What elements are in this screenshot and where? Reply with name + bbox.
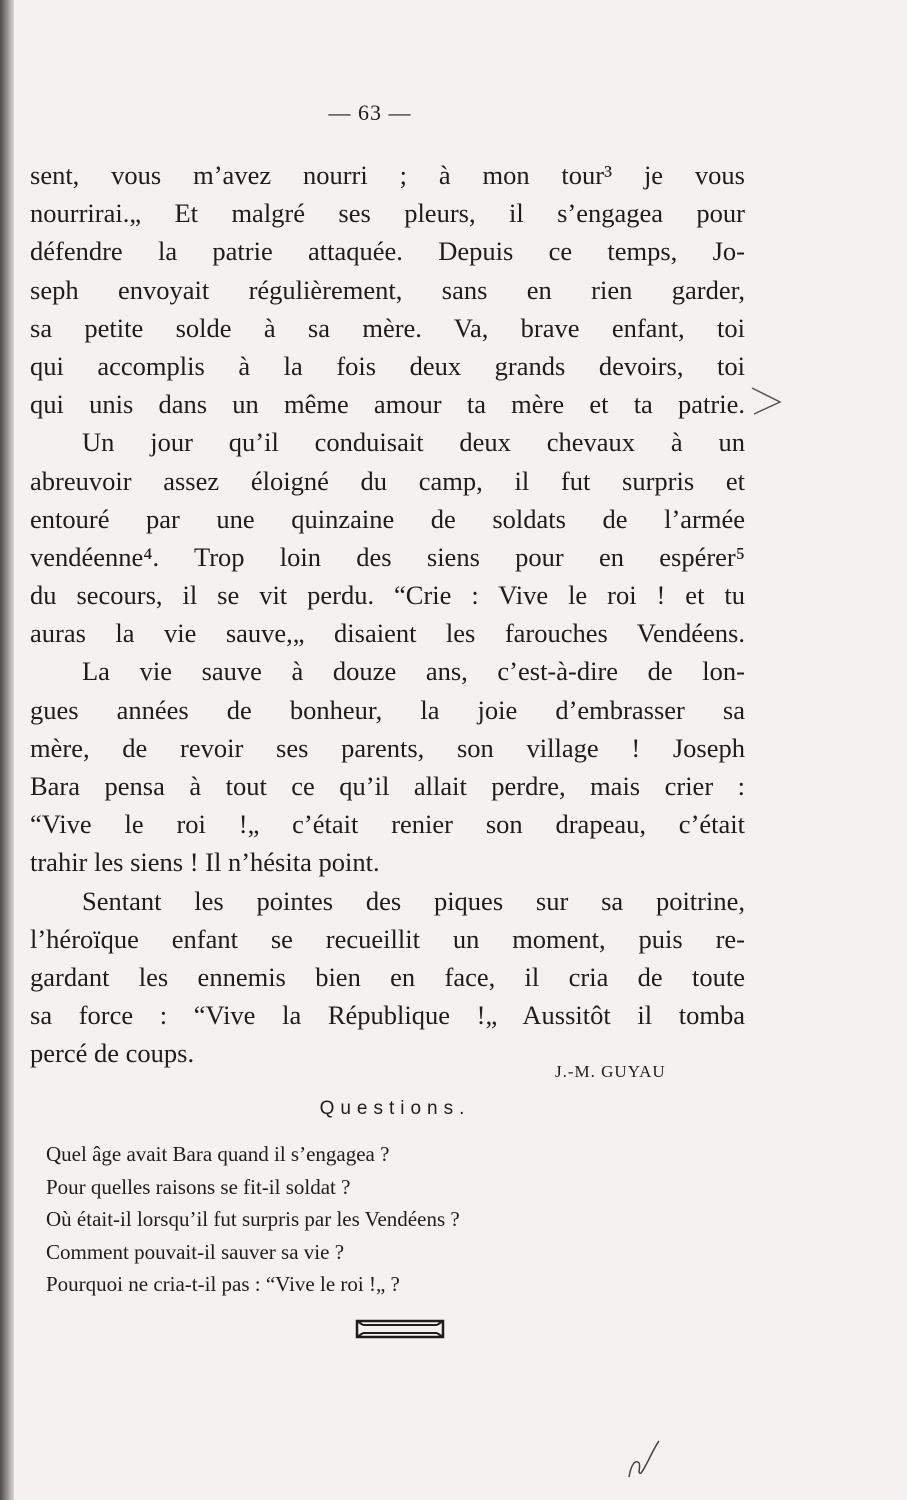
text-line: sa force : “Vive la République !„ Aussitôt il tomba xyxy=(30,1000,745,1031)
questions-heading: Questions. xyxy=(319,1098,471,1119)
text-line: percé de coups. xyxy=(30,1038,195,1069)
text-line: gues années de bonheur, la joie d’embrasser sa xyxy=(30,694,745,725)
text-line: La vie sauve à douze ans, c’est-à-dire de lon- xyxy=(82,656,745,687)
page-number: — 63 — xyxy=(328,100,412,125)
text-line: sa petite solde à sa mère. Va, brave enfant, toi xyxy=(30,312,745,343)
text-line: seph envoyait régulièrement, sans en rien garder, xyxy=(30,274,745,305)
author-signature: J.-M. GUYAU xyxy=(555,1062,666,1081)
text-line: Un jour qu’il conduisait deux chevaux à un xyxy=(82,427,745,458)
text-line: défendre la patrie attaquée. Depuis ce temps, Jo- xyxy=(30,236,745,267)
text-line: Sentant les pointes des piques sur sa poitrine, xyxy=(82,885,745,916)
question-item: Comment pouvait-il sauver sa vie ? xyxy=(46,1239,345,1264)
question-item: Pour quelles raisons se fit-il soldat ? xyxy=(46,1174,351,1199)
main-text xyxy=(30,156,745,1073)
text-line: vendéenne⁴. Trop loin des siens pour en espérer⁵ xyxy=(30,541,745,572)
text-line: sent, vous m’avez nourri ; à mon tour³ je vous xyxy=(30,160,745,190)
text-line: nourrirai.„ Et malgré ses pleurs, il s’engagea pour xyxy=(30,198,745,229)
text-line: mère, de revoir ses parents, son village ! Joseph xyxy=(30,732,745,763)
text-line: l’héroïque enfant se recueillit un moment, puis re- xyxy=(30,923,745,954)
question-item: Quel âge avait Bara quand il s’engagea ? xyxy=(46,1142,390,1166)
text-line: qui accomplis à la fois deux grands devoirs, toi xyxy=(30,350,745,381)
text-line: abreuvoir assez éloigné du camp, il fut surpris et xyxy=(30,465,745,496)
pencil-check-mark xyxy=(748,380,788,420)
text-line: entouré par une quinzaine de soldats de l’armée xyxy=(30,503,745,534)
text-line: “Vive le roi !„ c’était renier son drapeau, c’était xyxy=(30,809,745,840)
text-line: qui unis dans un même amour ta mère et ta patrie. xyxy=(30,389,745,420)
text-line: du secours, il se vit perdu. “Crie : Vive le roi ! et tu xyxy=(30,580,745,611)
text-line: Bara pensa à tout ce qu’il allait perdre, mais crier : xyxy=(30,771,745,801)
questions-list xyxy=(46,1138,586,1301)
text-line: trahir les siens ! Il n’hésita point. xyxy=(30,847,380,878)
ornament-end-mark xyxy=(355,1318,445,1340)
text-line: auras la vie sauve,„ disaient les farouches Vendéens. xyxy=(30,618,745,649)
text-line: gardant les ennemis bien en face, il cria de toute xyxy=(30,961,745,992)
pencil-scribble-mark xyxy=(625,1435,665,1485)
question-item: Pourquoi ne cria-t-il pas : “Vive le roi !„ ? xyxy=(46,1272,400,1296)
question-item: Où était-il lorsqu’il fut surpris par les Vendéens ? xyxy=(46,1207,460,1231)
binding-edge xyxy=(0,0,14,1500)
